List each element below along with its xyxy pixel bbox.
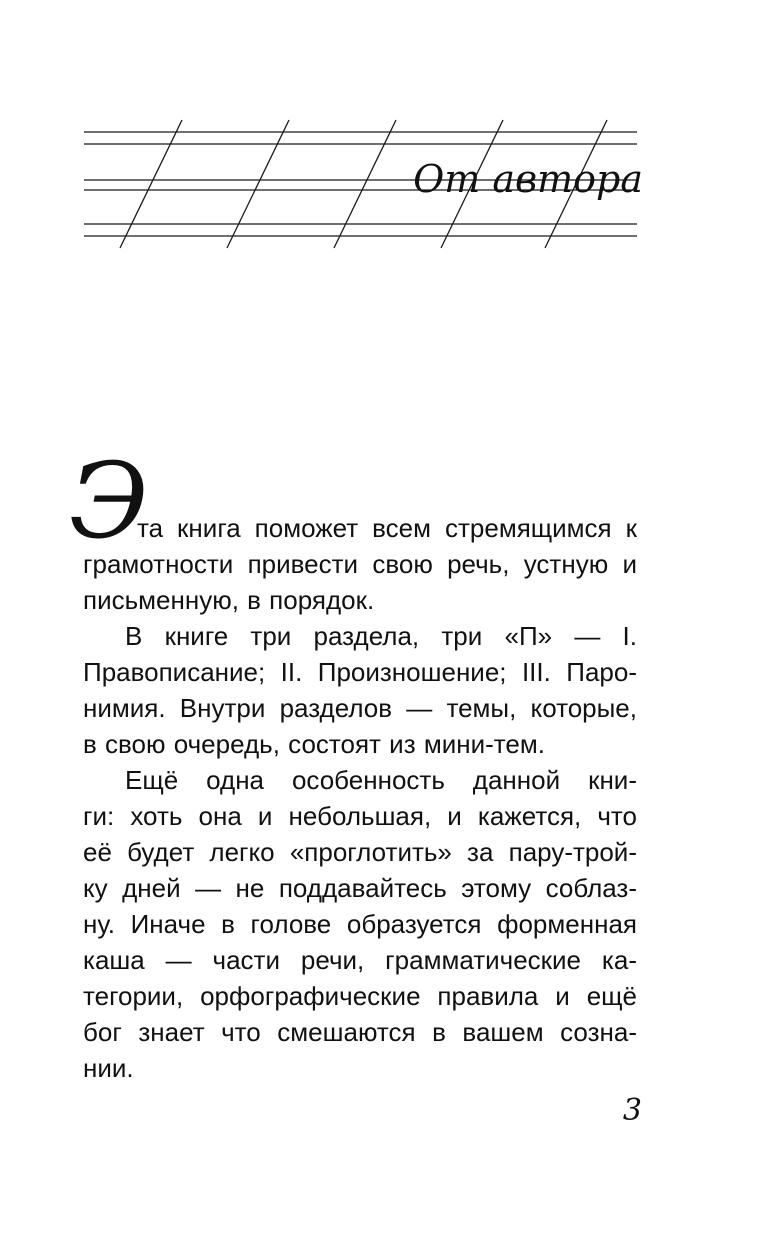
page-number: 3 — [622, 1093, 642, 1128]
chapter-title: От автора — [413, 157, 643, 201]
text-line: нимия. Внутри разделов — темы, которые, — [83, 693, 637, 723]
penmanship-ruled-header — [0, 0, 768, 300]
text-line: нии. — [83, 1053, 134, 1083]
text-line: бог знает что смешаются в вашем созна- — [83, 1017, 637, 1047]
text-line: в свою очередь, состоят из мини-тем. — [83, 729, 545, 759]
text-line: ги: хоть она и небольшая, и кажется, что — [83, 801, 637, 831]
text-line: та книга поможет всем стремящимся к — [137, 513, 637, 543]
text-line: Ещё одна особенность данной кни- — [125, 765, 637, 795]
text-line: тегории, орфографические правила и ещё — [83, 981, 637, 1011]
text-line: её будет легко «проглотить» за пару-трой- — [83, 837, 637, 867]
text-line: В книге три раздела, три «П» — I. — [125, 621, 637, 651]
text-line: ку дней — не поддавайтесь этому соблаз- — [83, 873, 637, 903]
text-line: грамотности привести свою речь, устную и — [83, 549, 637, 579]
text-line: каша — части речи, грамматические ка- — [83, 945, 637, 975]
text-block — [83, 510, 637, 1086]
text-line: Правописание; II. Произношение; III. Паро- — [83, 657, 637, 687]
text-line: письменную, в порядок. — [83, 585, 375, 615]
dropcap-letter: Э — [69, 440, 149, 562]
text-line: ну. Иначе в голове образуется форменная — [83, 909, 637, 939]
